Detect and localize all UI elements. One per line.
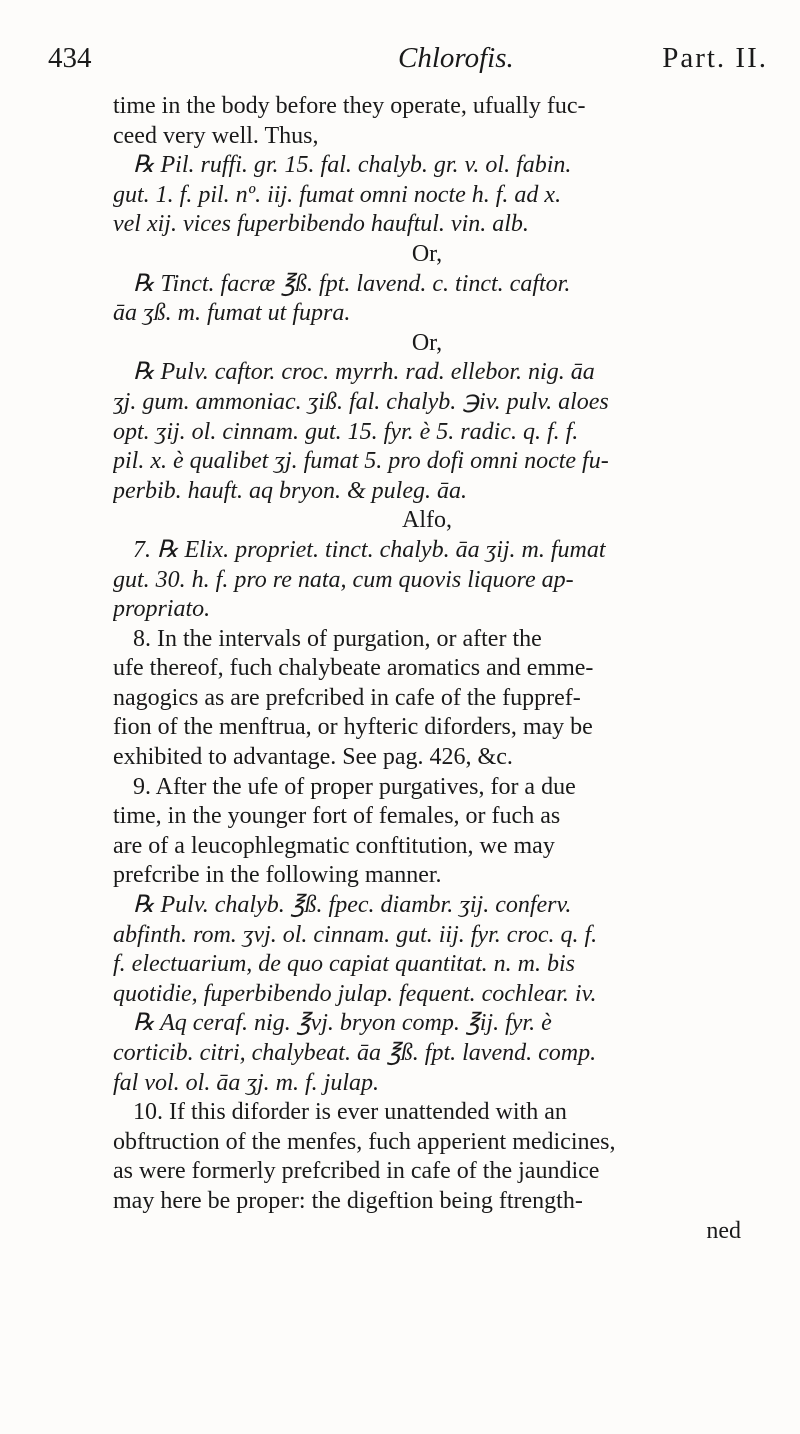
text-line: Or,	[411, 329, 443, 356]
text-line: corticib. citri, chalybeat. āa ℥ß. fpt. lavend. comp.	[113, 1040, 597, 1066]
text-line: ℞ Tinct. facræ ℥ß. fpt. lavend. c. tinct. caftor.	[133, 270, 571, 297]
text-line: abfinth. rom. ʒvj. ol. cinnam. gut. iij. fyr. croc. q. f.	[113, 921, 598, 948]
text-line: opt. ʒij. ol. cinnam. gut. 15. fyr. è 5. radic. q. f. f.	[113, 418, 579, 445]
text-line: gut. 30. h. f. pro re nata, cum quovis liquore ap-	[113, 566, 574, 593]
text-line: ℞ Pulv. caftor. croc. myrrh. rad. ellebor. nig. āa	[133, 359, 595, 386]
text-line: ceed very well. Thus,	[113, 122, 319, 149]
text-line: exhibited to advantage. See pag. 426, &c.	[113, 744, 513, 771]
text-line: Alfo,	[402, 507, 452, 534]
part-label: Part. II.	[662, 42, 768, 74]
text-line: fion of the menftrua, or hyfteric diforders, may be	[113, 714, 593, 741]
text-line: 9. After the ufe of proper purgatives, for a due	[133, 773, 576, 800]
text-line: time in the body before they operate, ufually fuc-	[113, 93, 586, 119]
text-line: ned	[706, 1217, 741, 1244]
text-line: may here be proper: the digeftion being ftrength-	[113, 1187, 583, 1214]
text-line: propriato.	[113, 596, 211, 623]
text-line: āa ʒß. m. fumat ut fupra.	[113, 300, 351, 327]
text-line: fal vol. ol. āa ʒj. m. f. julap.	[113, 1069, 379, 1096]
text-line: perbib. hauft. aq bryon. & puleg. āa.	[113, 477, 467, 504]
text-line: 8. In the intervals of purgation, or after the	[133, 625, 542, 652]
text-line: prefcribe in the following manner.	[113, 862, 442, 889]
page-number: 434	[48, 42, 92, 74]
body-text	[113, 92, 741, 1246]
text-line: ℞ Aq ceraf. nig. ℥vj. bryon comp. ℥ij. fyr. è	[133, 1010, 552, 1037]
text-line: ℞ Pil. ruffi. gr. 15. fal. chalyb. gr. v. ol. fabin.	[133, 152, 572, 179]
text-line: pil. x. è qualibet ʒj. fumat 5. pro dofi omni nocte fu-	[113, 448, 609, 475]
text-line: time, in the younger fort of females, or fuch as	[113, 803, 561, 830]
text-line: Or,	[411, 240, 443, 267]
text-line: as were formerly prefcribed in cafe of the jaundice	[113, 1158, 600, 1185]
text-line: gut. 1. f. pil. nº. iij. fumat omni nocte h. f. ad x.	[113, 181, 562, 208]
text-line: obftruction of the menfes, fuch apperient medicines,	[113, 1128, 616, 1155]
text-line: vel xij. vices fuperbibendo hauftul. vin. alb.	[113, 211, 529, 238]
page-header	[48, 42, 768, 82]
text-line: nagogics as are prefcribed in cafe of the fuppref-	[113, 684, 581, 711]
text-line: are of a leucophlegmatic conftitution, we may	[113, 832, 555, 859]
text-line: ℞ Pulv. chalyb. ℥ß. fpec. diambr. ʒij. conferv.	[133, 892, 572, 919]
text-line: ufe thereof, fuch chalybeate aromatics and emme-	[113, 655, 594, 682]
text-line: f. electuarium, de quo capiat quantitat. n. m. bis	[113, 951, 575, 978]
text-line: quotidie, fuperbibendo julap. fequent. cochlear. iv.	[113, 980, 597, 1007]
running-title: Chlorofis.	[398, 42, 514, 74]
text-line: 10. If this diforder is ever unattended with an	[133, 1099, 567, 1126]
text-line: 7. ℞ Elix. propriet. tinct. chalyb. āa ʒij. m. fumat	[133, 536, 606, 563]
text-line: ʒj. gum. ammoniac. ʒiß. fal. chalyb. ℈iv. pulv. aloes	[113, 388, 609, 415]
